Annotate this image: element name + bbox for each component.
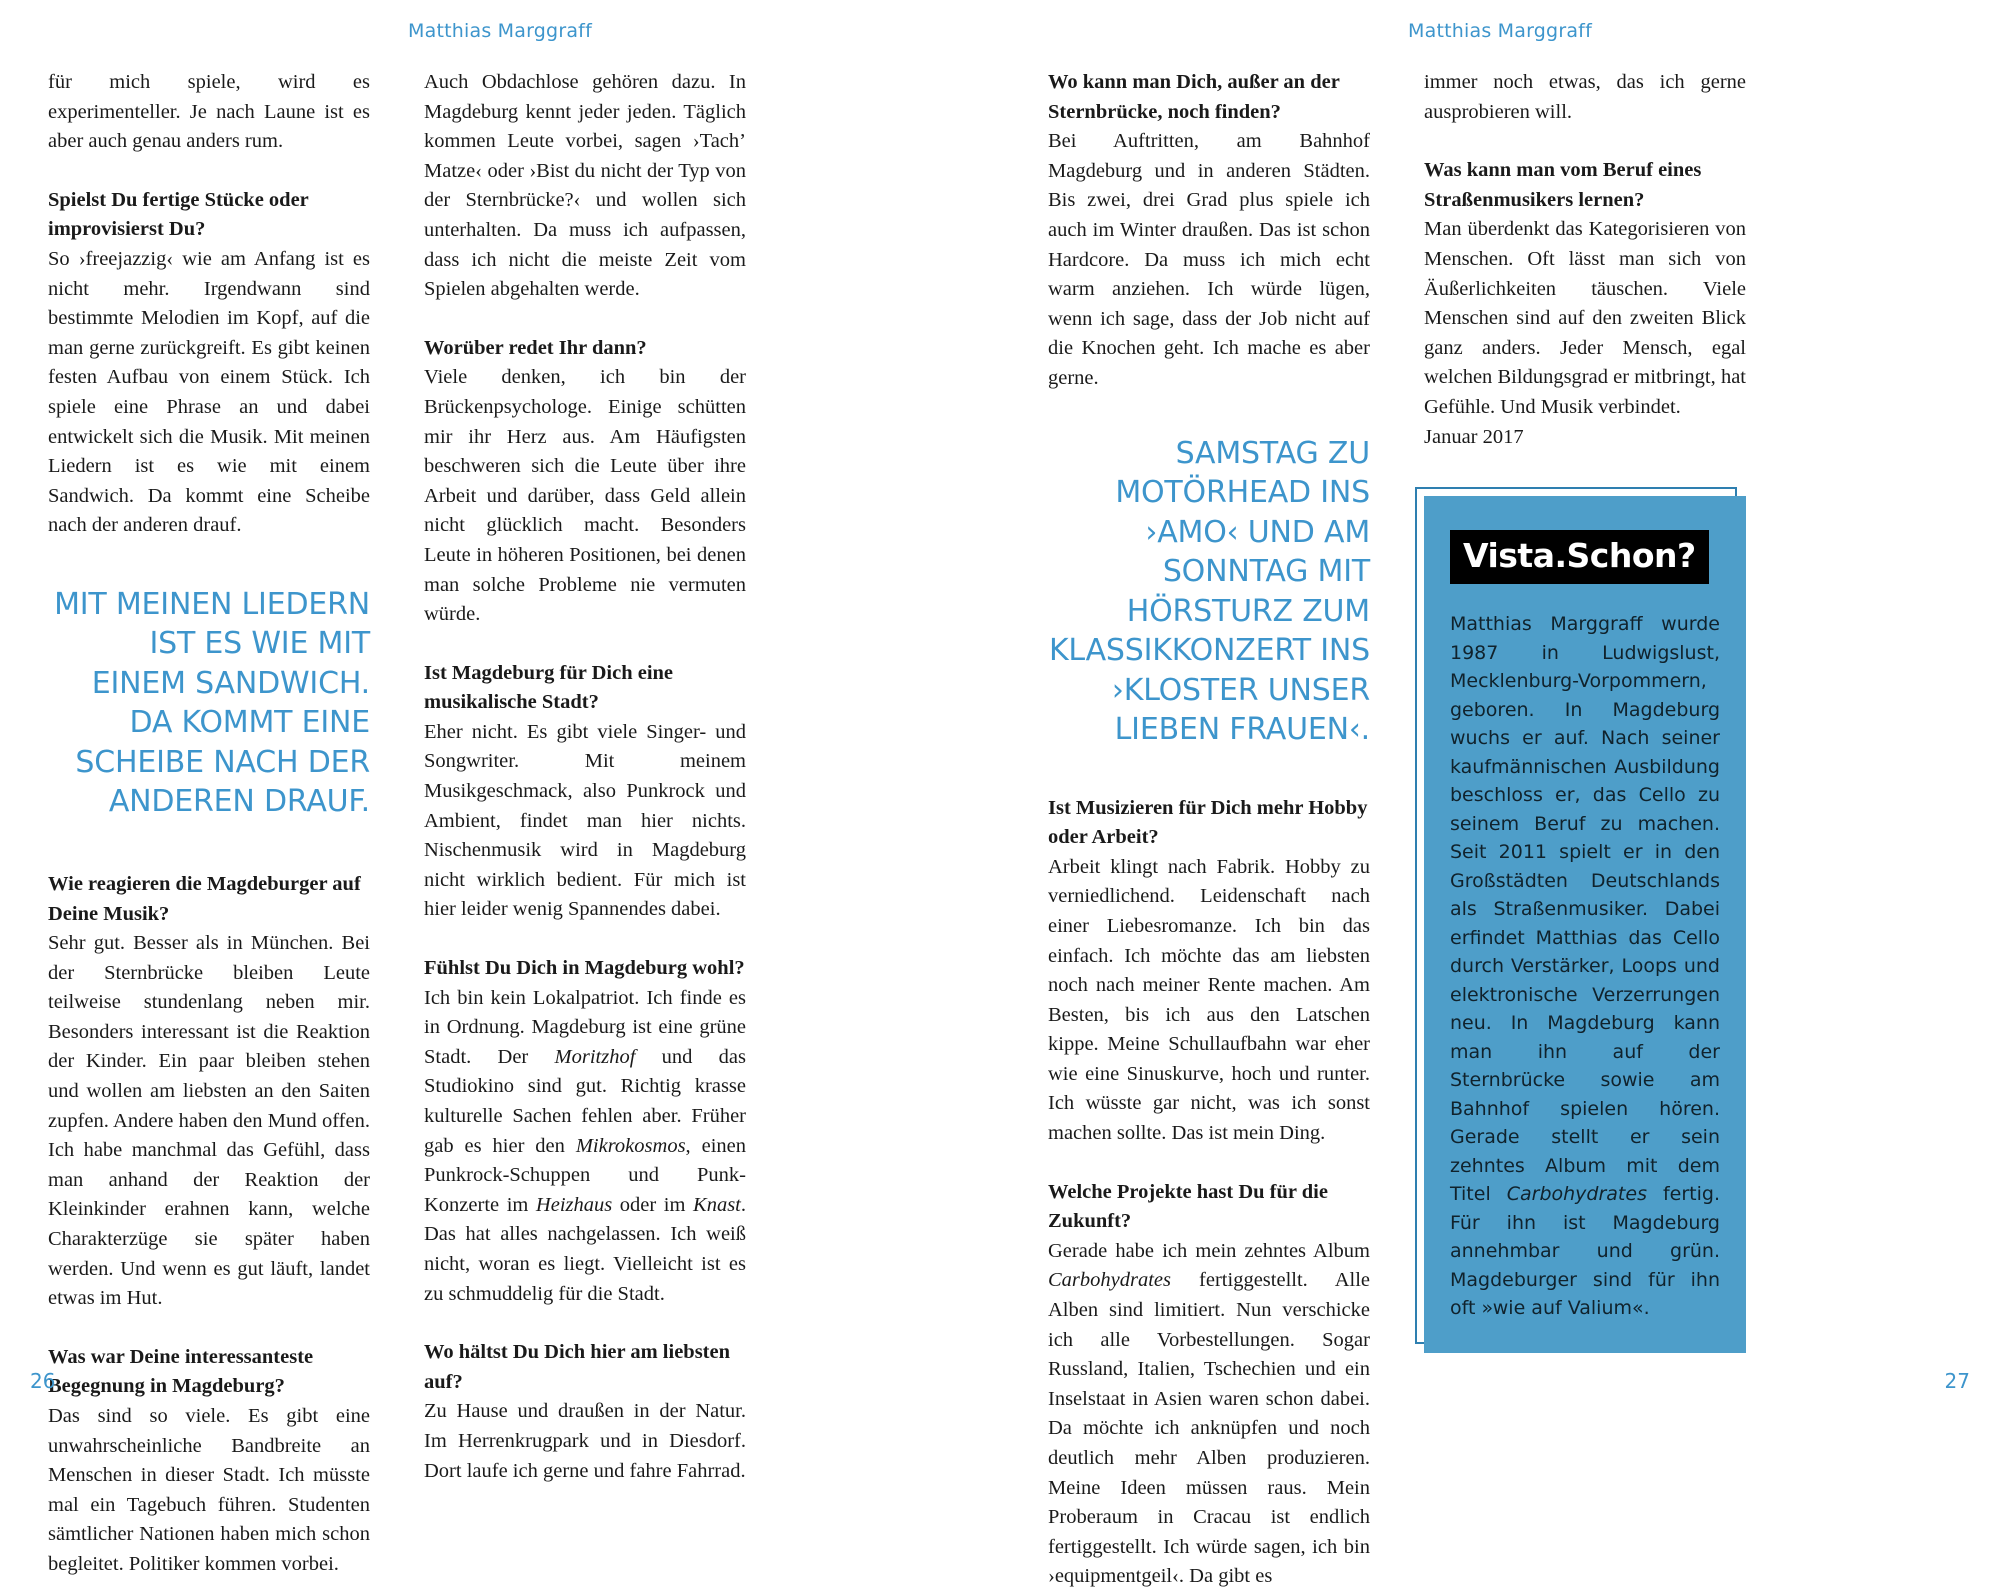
info-box-panel xyxy=(1424,496,1746,1353)
answer-paragraph: Man überdenkt das Kategorisieren von Menschen. Oft lässt man sich von Äußerlichkeiten täuschen. Viele Menschen sind auf den zweiten Blick ganz anders. Jeder Mensch, egal welchen Bildungsgrad er mitbringt, hat Gefühle. Und Musik verbindet. xyxy=(1424,218,1746,418)
info-box xyxy=(1424,496,1746,1353)
answer-paragraph: Ich bin kein Lokalpatriot. Ich finde es in Ordnung. Magdeburg ist eine grüne Stadt. Der Moritzhof und das Studiokino sind gut. Richtig krasse kulturelle Sachen fehlen aber. Früher gab es hier den Mikrokosmos, einen Punkrock-Schuppen und Punk-Konzerte im Heizhaus oder im Knast. Das hat alles nachgelassen. Ich weiß nicht, woran es liegt. Vielleicht ist es zu schmuddelig für die Stadt. xyxy=(424,986,747,1305)
info-box-body: Matthias Marggraff wurde 1987 in Ludwigslust, Mecklenburg-Vorpommern, geboren. In Magdeburg wuchs er auf. Nach seiner kaufmännischen Ausbildung beschloss er, das Cello zu seinem Beruf zu machen. Seit 2011 spielt er in den Großstädten Deutschlands als Straßenmusiker. Dabei erfindet Matthias das Cello durch Verstärker, Loops und elektronische Verzerrungen neu. In Magdeburg kann man ihn auf der Sternbrücke sowie am Bahnhof spielen hören. Gerade stellt er sein zehntes Album mit dem Titel Carbohydrates fertig. Für ihn ist Magdeburg annehmbar und grün. Magdeburger sind für ihn oft »wie auf Valium«. xyxy=(1450,613,1720,1320)
question-heading: Welche Projekte hast Du für die Zukunft? xyxy=(1048,1180,1328,1233)
answer-paragraph: Zu Hause und draußen in der Natur. Im Herrenkrugpark und in Diesdorf. Dort laufe ich gerne und fahre Fahrrad. xyxy=(424,1400,746,1482)
left-page-columns xyxy=(48,68,952,1575)
answer-paragraph: Bei Auftritten, am Bahnhof Magdeburg und in anderen Städten. Bis zwei, drei Grad plus spiele ich auch im Winter draußen. Das ist schon Hardcore. Da muss ich mich echt warm anziehen. Ich würde lügen, wenn ich sage, dass der Job nicht auf die Knochen geht. Ich mache es aber gerne. xyxy=(1048,130,1370,389)
right-col-2 xyxy=(1424,68,1746,1349)
question-heading: Wie reagieren die Magdeburger auf Deine Musik? xyxy=(48,872,361,925)
pull-quote: SAMSTAG ZU MOTÖRHEAD INS ›AMO‹ UND AM SONNTAG MIT HÖRSTURZ ZUM KLASSIKKONZERT INS ›KLOSTER UNSER LIEBEN FRAUEN‹. xyxy=(1048,435,1370,748)
pull-quote: MIT MEINEN LIEDERN IST ES WIE MIT EINEM SANDWICH. DA KOMMT EINE SCHEIBE NACH DER ANDEREN DRAUF. xyxy=(54,586,370,820)
answer-paragraph: Viele denken, ich bin der Brückenpsychologe. Einige schütten mir ihr Herz aus. Am Häufigsten beschweren sich die Leute über ihre Arbeit und darüber, dass Geld allein nicht glücklich macht. Besonders Leute in höheren Positionen, bei denen man solche Probleme nie vermuten würde. xyxy=(424,366,746,626)
question-heading: Spielst Du fertige Stücke oder improvisierst Du? xyxy=(48,188,309,241)
answer-paragraph: Arbeit klingt nach Fabrik. Hobby zu verniedlichend. Leidenschaft nach einer Liebesromanze. Ich bin das einfach. Ich möchte das am liebsten noch nach meiner Rente machen. Am Besten, bis ich aus den Latschen kippe. Meine Schullaufbahn war eher wie eine Sinuskurve, hoch und runter. Ich wüsste gar nicht, was ich sonst machen sollte. Das ist mein Ding. xyxy=(1048,855,1370,1145)
left-col-2 xyxy=(424,68,747,1482)
paragraph-continuation: für mich spiele, wird es experimenteller. Je nach Laune ist es aber auch genau anders rum. xyxy=(48,71,370,153)
right-page xyxy=(1000,0,2000,1588)
question-heading: Ist Musizieren für Dich mehr Hobby oder Arbeit? xyxy=(1048,796,1368,849)
question-heading: Worüber redet Ihr dann? xyxy=(424,336,647,359)
left-page xyxy=(0,0,1000,1575)
question-heading: Was war Deine interessanteste Begegnung in Magdeburg? xyxy=(48,1345,314,1398)
answer-paragraph: Sehr gut. Besser als in München. Bei der Sternbrücke bleiben Leute teilweise stundenlang neben mir. Besonders interessant ist die Reaktion der Kinder. Ein paar bleiben stehen und wollen am liebsten an den Saiten zupfen. Andere haben den Mund offen. Ich habe manchmal das Gefühl, dass man anhand der Reaktion der Kleinkinder erahnen kann, welche Charakterzüge sie später haben werden. Und wenn es gut läuft, landet etwas im Hut. xyxy=(48,932,370,1310)
info-box-title: Vista.Schon? xyxy=(1450,530,1709,584)
paragraph-continuation: Auch Obdachlose gehören dazu. In Magdeburg kennt jeder jeden. Täglich kommen Leute vorbei, sagen ›Tach’ Matze‹ oder ›Bist du nicht der Typ von der Sternbrücke?‹ und wollen sich unterhalten. Da muss ich aufpassen, dass ich nicht die meiste Zeit vom Spielen abgehalten werde. xyxy=(424,71,746,301)
question-heading: Wo kann man Dich, außer an der Sternbrücke, noch finden? xyxy=(1048,71,1340,123)
left-col-1 xyxy=(48,68,370,1575)
question-heading: Wo hältst Du Dich hier am liebsten auf? xyxy=(424,1341,730,1393)
running-head-right: Matthias Marggraff xyxy=(1408,20,1592,42)
answer-paragraph: Gerade habe ich mein zehntes Album Carbohydrates fertiggestellt. Alle Alben sind limitiert. Nun verschicke ich alle Vorbestellungen. Sogar Russland, Italien, Tschechien und ein Inselstaat in Asien waren schon dabei. Da möchte ich anknüpfen und noch deutlich mehr Alben produzieren. Meine Ideen müssen raus. Mein Proberaum in Cracau ist endlich fertiggestellt. Ich würde sagen, ich bin ›equipmentgeil‹. Da gibt es xyxy=(1048,1239,1370,1588)
answer-paragraph: So ›freejazzig‹ wie am Anfang ist es nicht mehr. Irgendwann sind bestimmte Melodien im Kopf, auf die man gerne zurückgreift. Es gibt keinen festen Aufbau von einem Stück. Ich spiele eine Phrase an und dabei entwickelt sich die Musik. Mit meinen Liedern ist es wie mit einem Sandwich. Da kommt eine Scheibe nach der anderen drauf. xyxy=(48,247,370,537)
page-number-right: 27 xyxy=(1944,1369,1970,1393)
answer-paragraph: Eher nicht. Es gibt viele Singer- und Songwriter. Mit meinem Musikgeschmack, also Punkrock und Ambient, findet man hier nichts. Nischenmusik wird in Magdeburg nicht wirklich bedient. Für mich ist hier leider wenig Spannendes dabei. xyxy=(424,720,746,921)
question-heading: Ist Magdeburg für Dich eine musikalische Stadt? xyxy=(424,661,674,714)
question-heading: Was kann man vom Beruf eines Straßenmusikers lernen? xyxy=(1424,159,1702,211)
dateline: Januar 2017 xyxy=(1424,425,1524,448)
page-number-left: 26 xyxy=(30,1369,56,1393)
right-page-columns xyxy=(1048,68,1952,1588)
right-col-1 xyxy=(1048,68,1370,1588)
paragraph-continuation: immer noch etwas, das ich gerne ausprobieren will. xyxy=(1424,71,1746,123)
question-heading: Fühlst Du Dich in Magdeburg wohl? xyxy=(424,957,745,980)
running-head-left: Matthias Marggraff xyxy=(408,20,592,42)
answer-paragraph: Das sind so viele. Es gibt eine unwahrscheinliche Bandbreite an Menschen in dieser Stadt. Ich müsste mal ein Tagebuch führen. Studenten sämtlicher Nationen haben mich schon begleitet. Politiker kommen vorbei. xyxy=(48,1405,370,1575)
